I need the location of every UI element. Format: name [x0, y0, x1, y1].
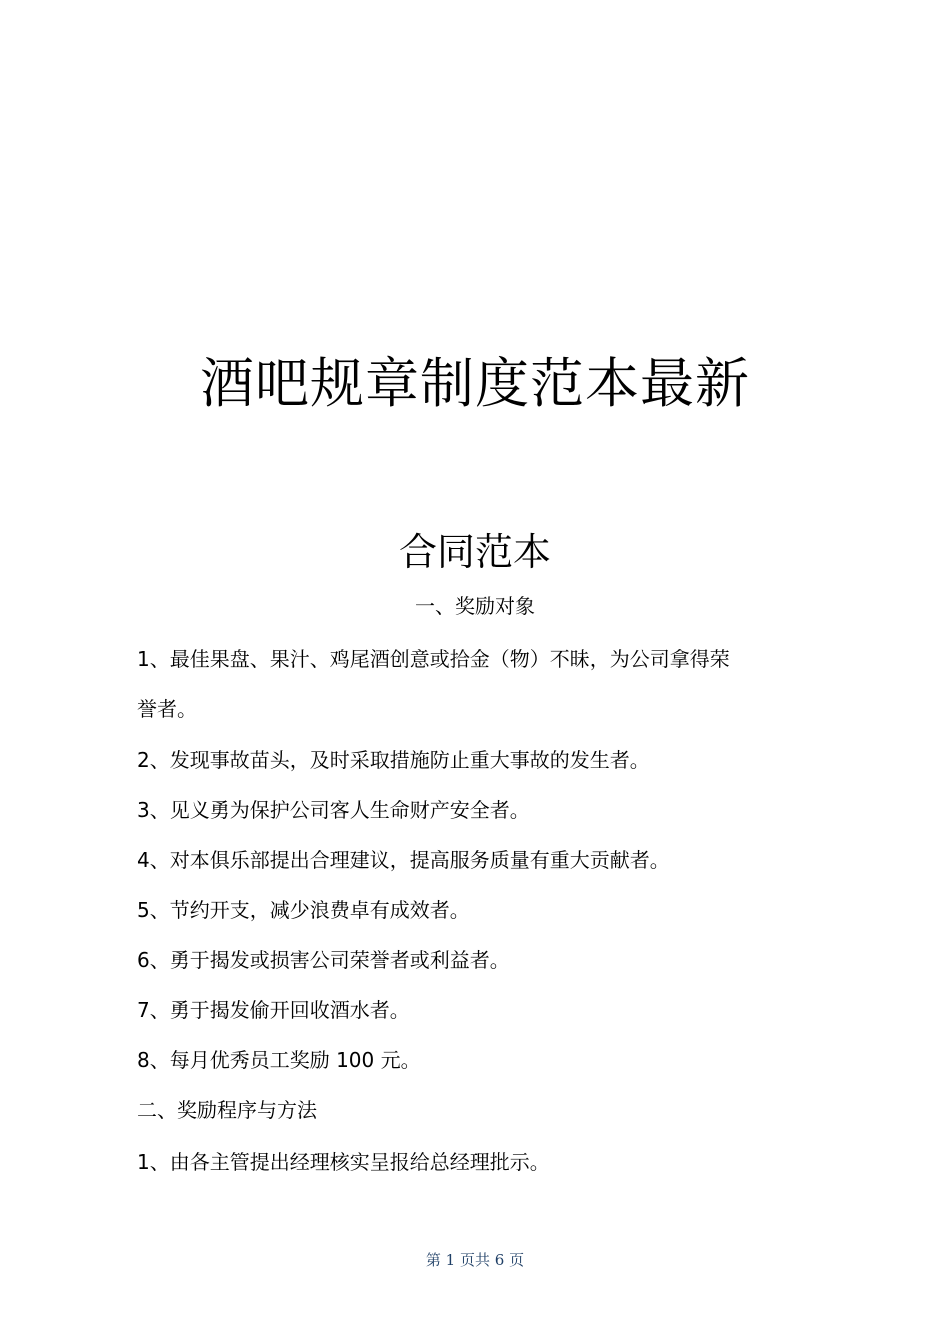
list-item: 1、由各主管提出经理核实呈报给总经理批示。: [137, 1150, 550, 1174]
list-item: 誉者。: [137, 697, 197, 721]
list-item: 2、发现事故苗头，及时采取措施防止重大事故的发生者。: [137, 748, 650, 772]
list-item: 7、勇于揭发偷开回收酒水者。: [137, 998, 410, 1022]
list-item: 1、最佳果盘、果汁、鸡尾酒创意或拾金（物）不昧，为公司拿得荣: [137, 647, 730, 671]
list-item: 5、节约开支，减少浪费卓有成效者。: [137, 898, 470, 922]
section-heading-procedure: 二、奖励程序与方法: [137, 1098, 317, 1122]
document-title: 酒吧规章制度范本最新: [200, 352, 750, 415]
section-heading-rewards: 一、奖励对象: [415, 594, 535, 618]
document-subtitle: 合同范本: [398, 530, 551, 574]
list-item: 3、见义勇为保护公司客人生命财产安全者。: [137, 798, 530, 822]
list-item: 8、每月优秀员工奖励 100 元。: [137, 1048, 421, 1072]
list-item: 4、对本俱乐部提出合理建议，提高服务质量有重大贡献者。: [137, 848, 670, 872]
page-number-footer: 第 1 页共 6 页: [425, 1251, 525, 1269]
list-item: 6、勇于揭发或损害公司荣誉者或利益者。: [137, 948, 510, 972]
